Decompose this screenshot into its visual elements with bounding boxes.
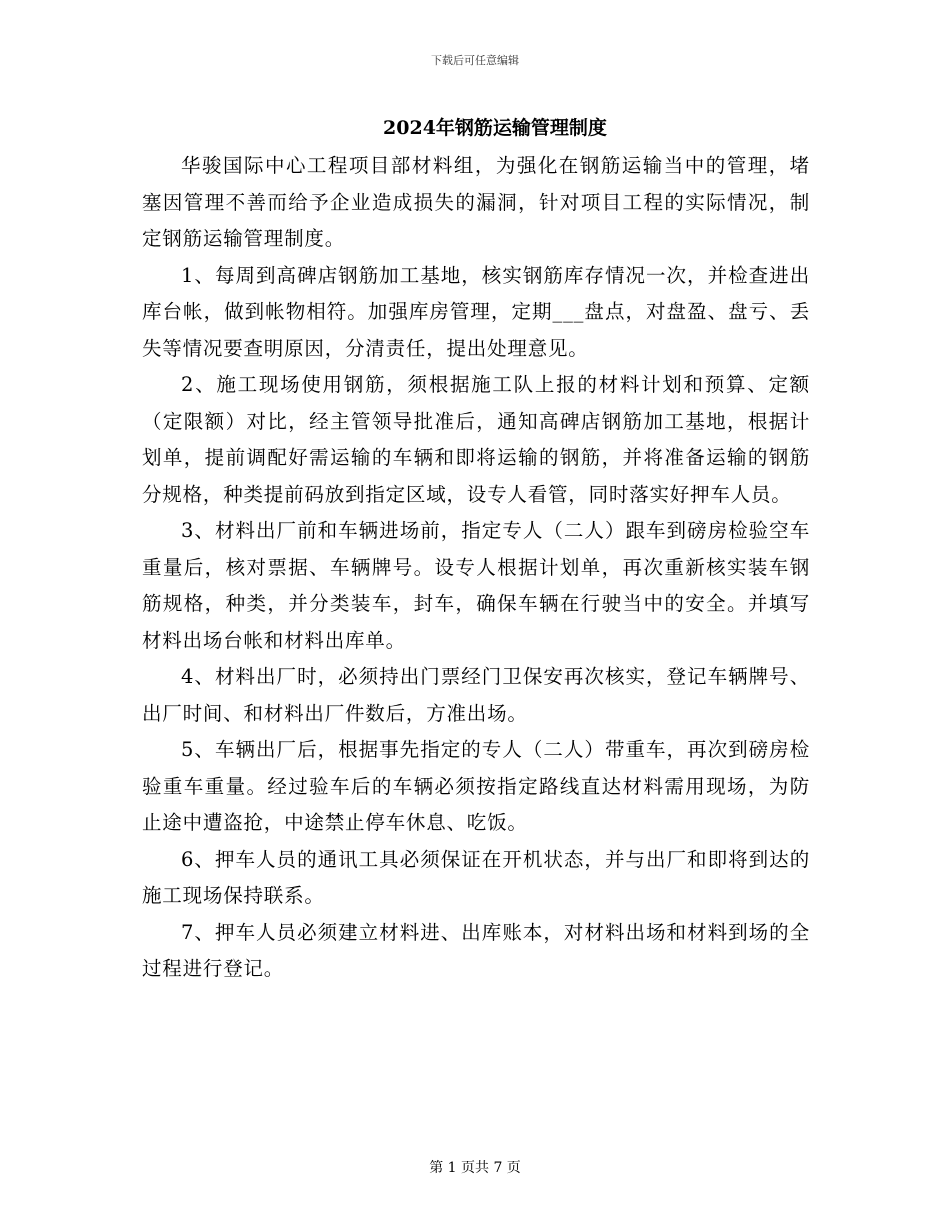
document-title: 2024年钢筋运输管理制度 (383, 117, 607, 139)
rule-paragraph-5: 5、车辆出厂后，根据事先指定的专人（二人）带重车，再次到磅房检验重车重量。经过验车后的车辆必须按指定路线直达材料需用现场，为防止途中遭盗抢，中途禁止停车休息、吃饭。 (142, 738, 810, 834)
rule-paragraph-7: 7、押车人员必须建立材料进、出库账本，对材料出场和材料到场的全过程进行登记。 (142, 920, 810, 980)
rule-paragraph-2: 2、施工现场使用钢筋，须根据施工队上报的材料计划和预算、定额（定限额）对比，经主管领导批准后，通知高碑店钢筋加工基地，根据计划单，提前调配好需运输的车辆和即将运输的钢筋，并将准备运输的钢筋分规格，种类提前码放到指定区域，设专人看管，同时落实好押车人员。 (142, 373, 810, 506)
intro-paragraph: 华骏国际中心工程项目部材料组，为强化在钢筋运输当中的管理，堵塞因管理不善而给予企业造成损失的漏洞，针对项目工程的实际情况，制定钢筋运输管理制度。 (142, 154, 810, 250)
rule-paragraph-3: 3、材料出厂前和车辆进场前，指定专人（二人）跟车到磅房检验空车重量后，核对票据、车辆牌号。设专人根据计划单，再次重新核实装车钢筋规格，种类，并分类装车，封车，确保车辆在行驶当中的安全。并填写材料出场台帐和材料出库单。 (142, 519, 810, 652)
rule-paragraph-6: 6、押车人员的通讯工具必须保证在开机状态，并与出厂和即将到达的施工现场保持联系。 (142, 847, 810, 907)
document-body (142, 148, 810, 988)
rule-paragraph-1: 1、每周到高碑店钢筋加工基地，核实钢筋库存情况一次，并检查进出库台帐，做到帐物相符。加强库房管理，定期___盘点，对盘盈、盘亏、丢失等情况要查明原因，分清责任，提出处理意见。 (142, 263, 810, 360)
rule-paragraph-4: 4、材料出厂时，必须持出门票经门卫保安再次核实，登记车辆牌号、出厂时间、和材料出厂件数后，方准出场。 (142, 665, 810, 725)
page-header-note: 下载后可任意编辑 (431, 54, 519, 67)
page-number-footer: 第 1 页共 7 页 (429, 1160, 521, 1176)
